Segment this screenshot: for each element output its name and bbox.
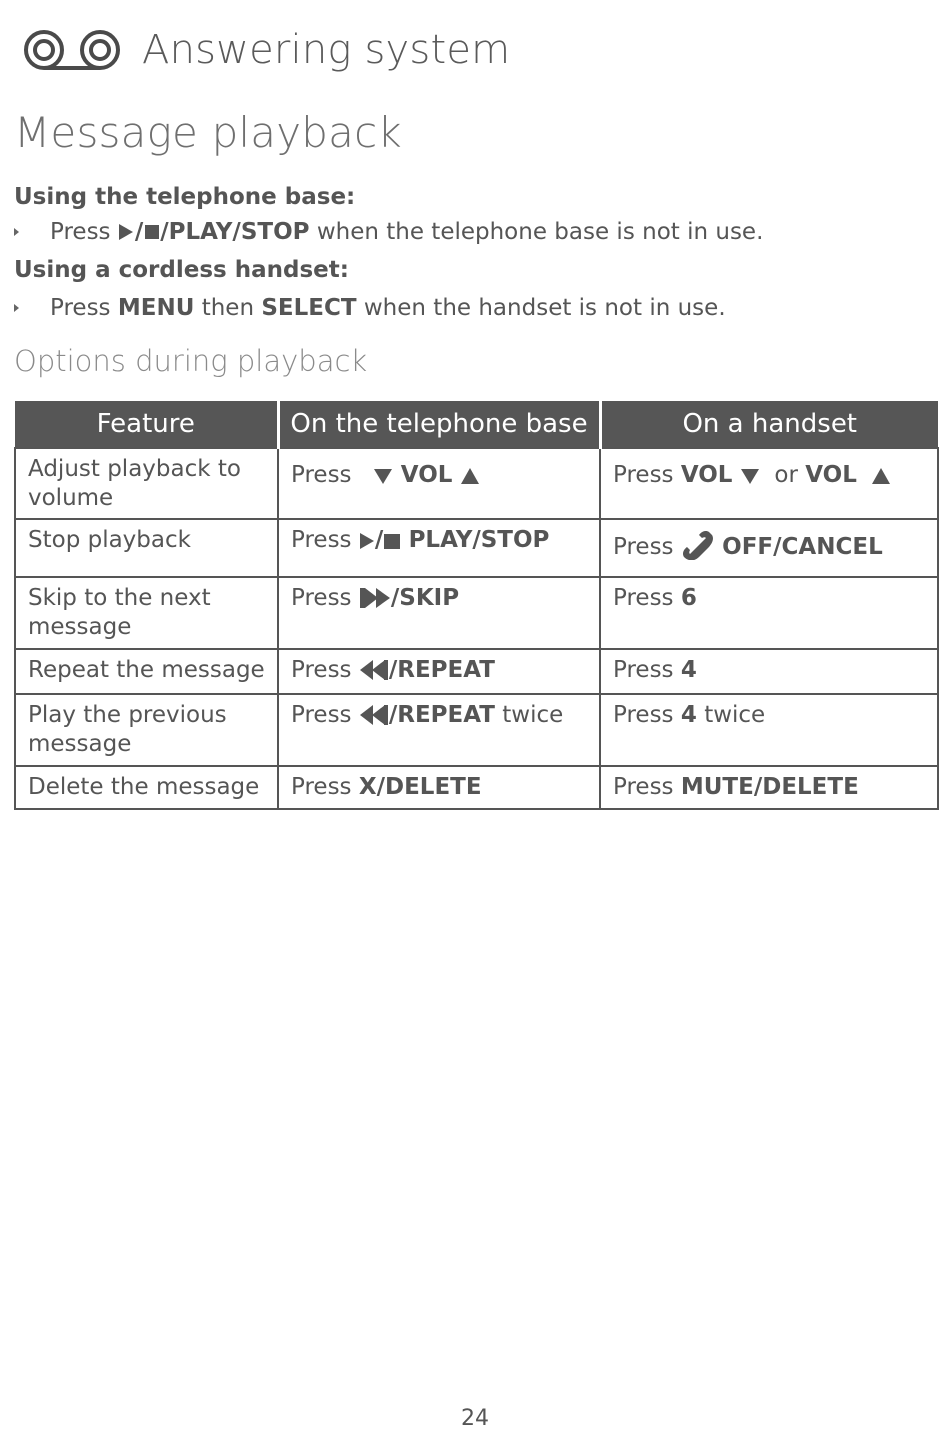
handset-cell: Press 4 twice — [600, 694, 938, 766]
play-icon — [359, 532, 375, 550]
page-title: Message playback — [14, 108, 402, 157]
header-base: On the telephone base — [278, 401, 600, 448]
feature-cell: Play the previous message — [15, 694, 278, 766]
table-header-row — [15, 401, 938, 448]
table-row — [15, 766, 938, 809]
header-feature: Feature — [15, 401, 278, 448]
press-text: Press — [50, 295, 111, 321]
options-table — [14, 401, 939, 810]
rewind-icon — [359, 659, 389, 681]
feature-cell: Repeat the message — [15, 649, 278, 694]
header-handset: On a handset — [600, 401, 938, 448]
feature-cell: Skip to the next message — [15, 577, 278, 649]
play-stop-key: /PLAY/STOP — [160, 219, 310, 245]
feature-cell: Stop playback — [15, 519, 278, 577]
handset-cell: Press VOL or VOL — [600, 448, 938, 519]
handset-off-icon — [681, 530, 715, 560]
triangle-down-icon — [373, 467, 393, 485]
press-text: Press — [50, 219, 111, 245]
feature-cell: Delete the message — [15, 766, 278, 809]
handset-cell: Press 6 — [600, 577, 938, 649]
triangle-up-icon — [871, 467, 891, 485]
triangle-down-icon — [740, 467, 760, 485]
handset-cell: Press 4 — [600, 649, 938, 694]
feature-cell: Adjust playback to volume — [15, 448, 278, 519]
page-header — [22, 22, 510, 78]
table-row — [15, 694, 938, 766]
base-instruction: Press / /PLAY/STOP when the telephone base is not in use. — [10, 219, 763, 245]
section-title: Options during playback — [14, 344, 368, 378]
table-row — [15, 577, 938, 649]
table-row — [15, 519, 938, 577]
stop-icon — [144, 223, 160, 241]
base-cell: Press / PLAY/STOP — [278, 519, 600, 577]
table-row — [15, 649, 938, 694]
stop-icon — [383, 532, 401, 550]
table-row — [15, 448, 938, 519]
handset-instruction — [10, 295, 726, 321]
page-number: 24 — [461, 1406, 489, 1431]
answering-machine-tape-icon — [22, 24, 122, 76]
play-icon — [118, 223, 134, 241]
then-text: then — [201, 295, 255, 321]
base-instruction-rest: when the telephone base is not in use. — [316, 219, 764, 245]
base-cell: Press VOL — [278, 448, 600, 519]
skip-forward-icon — [359, 587, 391, 609]
menu-key: MENU — [117, 295, 195, 321]
base-cell: Press X/DELETE — [278, 766, 600, 809]
handset-heading: Using a cordless handset: — [14, 257, 349, 283]
triangle-up-icon — [460, 467, 480, 485]
base-cell: Press /REPEAT twice — [278, 694, 600, 766]
base-heading: Using the telephone base: — [14, 184, 356, 210]
header-title: Answering system — [142, 27, 511, 73]
handset-cell: Press MUTE/DELETE — [600, 766, 938, 809]
select-key: SELECT — [261, 295, 357, 321]
rewind-icon — [359, 704, 389, 726]
bullet-arrow-icon — [14, 304, 19, 312]
handset-cell: Press OFF/CANCEL — [600, 519, 938, 577]
bullet-arrow-icon — [14, 228, 19, 236]
handset-instruction-rest: when the handset is not in use. — [363, 295, 726, 321]
base-cell: Press /SKIP — [278, 577, 600, 649]
base-cell: Press /REPEAT — [278, 649, 600, 694]
